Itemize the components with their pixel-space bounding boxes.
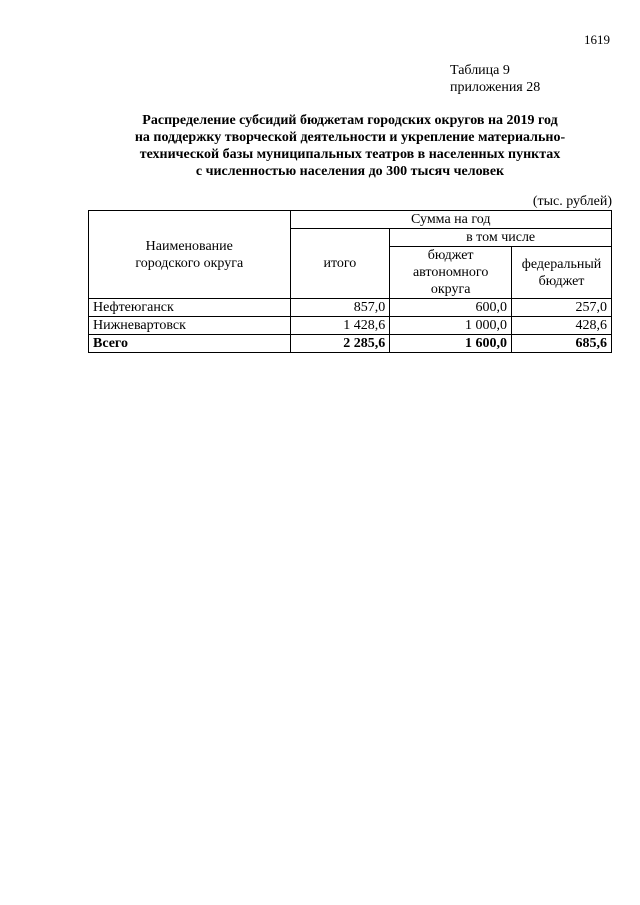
table-header-row-1 [89, 211, 612, 229]
header-federal-budget [512, 247, 612, 299]
title-line-2: на поддержку творческой деятельности и укрепление материально- [134, 130, 566, 145]
table-reference [450, 62, 611, 96]
header-annual-sum: Сумма на год [290, 211, 611, 229]
header-autonomous-budget [390, 247, 512, 299]
header-district-name [89, 211, 291, 299]
totals-label: Всего [89, 335, 291, 353]
header-autonomous-line1: бюджет [427, 248, 474, 263]
title-line-1: Распределение субсидий бюджетам городских округов на 2019 год [142, 113, 558, 128]
title-line-3: технической базы муниципальных театров в населенных пунктах [139, 147, 561, 162]
units-label: (тыс. рублей) [532, 194, 612, 209]
row-autonomous: 600,0 [390, 299, 512, 317]
row-federal: 428,6 [512, 317, 612, 335]
subsidy-table [88, 210, 612, 353]
table-totals-row [89, 335, 612, 353]
totals-total: 2 285,6 [290, 335, 390, 353]
title-line-4: с численностью населения до 300 тысяч человек [195, 164, 505, 179]
header-autonomous-line3: округа [430, 282, 471, 297]
row-total: 1 428,6 [290, 317, 390, 335]
header-district-name-line2: городского округа [135, 255, 244, 271]
table-row [89, 299, 612, 317]
table-reference-number: Таблица 9 [450, 63, 510, 78]
row-district-name: Нижневартовск [89, 317, 291, 335]
totals-autonomous: 1 600,0 [390, 335, 512, 353]
row-district-name: Нефтеюганск [89, 299, 291, 317]
page-number: 1619 [584, 32, 610, 47]
header-autonomous-line2: автономного [412, 265, 489, 280]
header-federal-line1: федеральный [521, 256, 602, 272]
table-reference-appendix: приложения 28 [450, 80, 541, 95]
header-total: итого [290, 229, 390, 299]
row-federal: 257,0 [512, 299, 612, 317]
header-federal-line2: бюджет [538, 273, 585, 289]
totals-federal: 685,6 [512, 335, 612, 353]
row-autonomous: 1 000,0 [390, 317, 512, 335]
table-row [89, 317, 612, 335]
document-title [88, 112, 612, 180]
header-including: в том числе [390, 229, 612, 247]
row-total: 857,0 [290, 299, 390, 317]
header-district-name-line1: Наименование [145, 238, 233, 254]
